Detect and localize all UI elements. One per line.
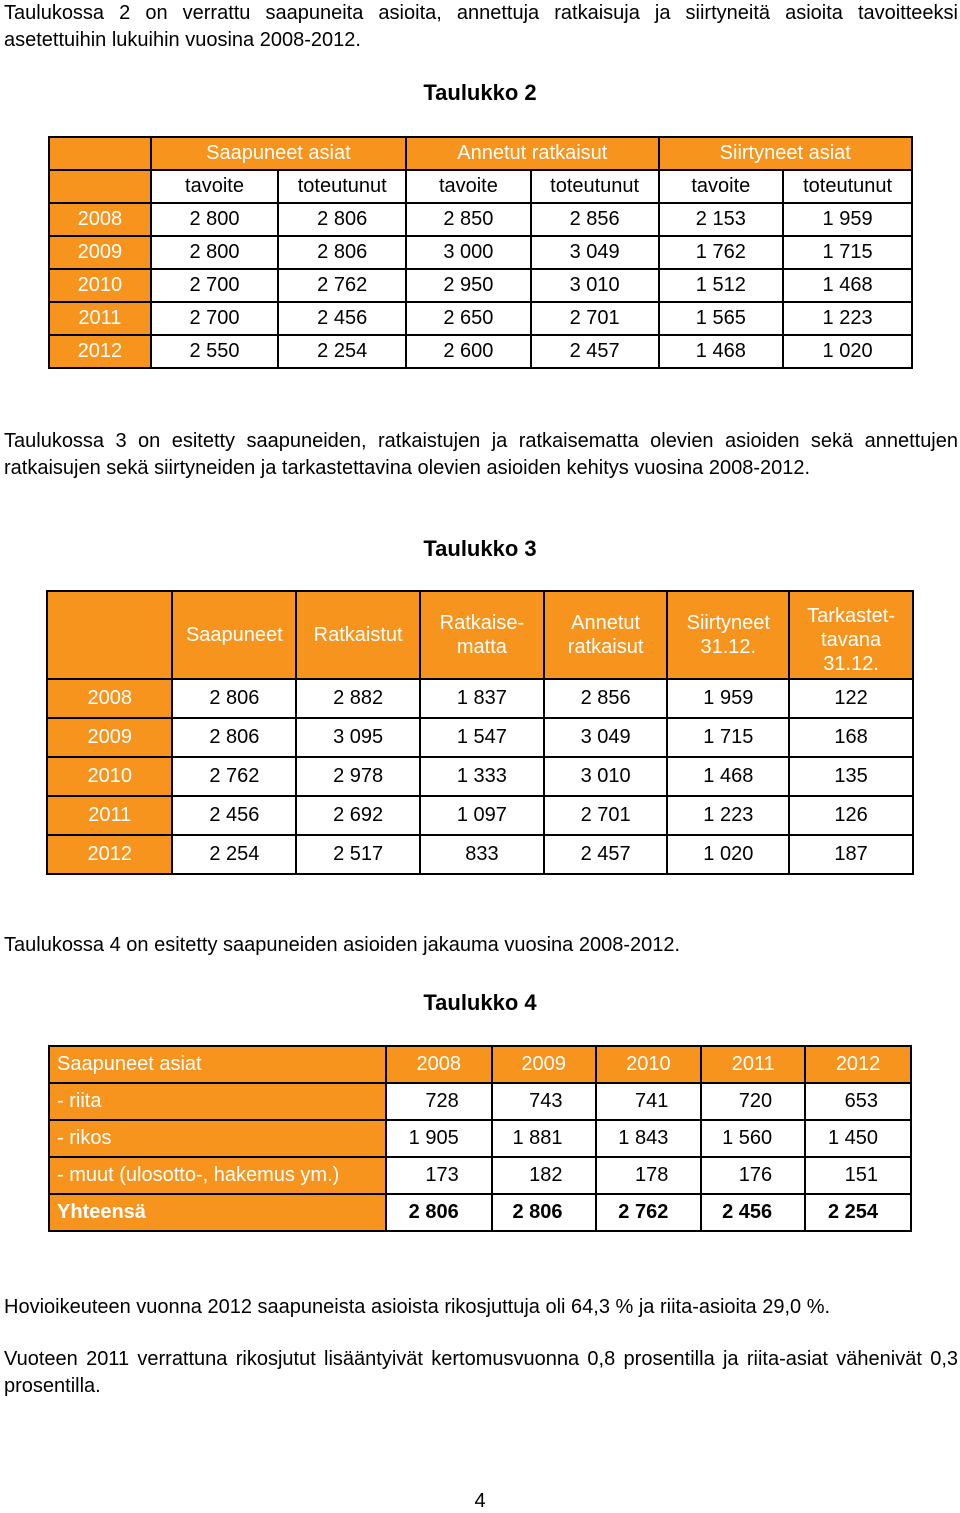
table-corner-cell	[49, 170, 151, 203]
value-cell: 2 806	[172, 718, 296, 757]
value-cell: 1 560	[701, 1120, 805, 1157]
value-cell: 1 959	[783, 203, 912, 236]
value-cell: 2 153	[659, 203, 784, 236]
table-2-title: Taulukko 2	[423, 80, 537, 105]
value-cell: 2 600	[406, 335, 531, 368]
total-label: Yhteensä	[49, 1194, 386, 1231]
total-cell: 2 806	[492, 1194, 596, 1231]
value-cell: 2 800	[151, 236, 279, 269]
value-cell: 2 850	[406, 203, 531, 236]
header-label-line: ratkaisut	[567, 636, 644, 658]
paragraph-change: Vuoteen 2011 verrattuna rikosjutut lisääntyivät kertomusvuonna 0,8 prosentilla ja riita-asiat vähenivät 0,3 prosentilla.	[4, 1348, 958, 1397]
intro-table-2: Taulukossa 2 on verrattu saapuneita asioita, annettuja ratkaisuja ja siirtyneitä asioita tavoitteeksi asetettuihin lukuihin vuosina 2008-2012.	[4, 2, 958, 51]
value-cell: 151	[805, 1157, 911, 1194]
value-cell: 1 450	[805, 1120, 911, 1157]
header-saapuneet	[172, 591, 296, 679]
value-cell: 1 097	[420, 796, 544, 835]
header-year: 2008	[386, 1046, 492, 1083]
value-cell: 2 806	[172, 679, 296, 718]
value-cell: 1 468	[659, 335, 784, 368]
value-cell: 2 254	[172, 835, 296, 874]
total-cell: 2 762	[596, 1194, 702, 1231]
value-cell: 2 806	[278, 236, 406, 269]
year-cell: 2008	[49, 203, 151, 236]
value-cell: 122	[789, 679, 913, 718]
value-cell: 1 959	[667, 679, 789, 718]
header-label-line: 31.12.	[700, 636, 757, 658]
header-siirtyneet	[667, 591, 789, 679]
header-label-line: Annetut	[571, 612, 641, 634]
value-cell: 833	[420, 835, 544, 874]
value-cell: 2 550	[151, 335, 279, 368]
row-label: - muut (ulosotto-, hakemus ym.)	[49, 1157, 386, 1194]
value-cell: 178	[596, 1157, 702, 1194]
intro-table-3: Taulukossa 3 on esitetty saapuneiden, ratkaistujen ja ratkaisematta olevien asioiden sekä annettujen ratkaisujen sekä siirtyneiden ja tarkastettavina olevien asioiden kehitys vuosina 2008-2012.	[4, 430, 958, 479]
value-cell: 126	[789, 796, 913, 835]
value-cell: 2 456	[172, 796, 296, 835]
value-cell: 2 700	[151, 302, 279, 335]
header-ratkaisematta	[420, 591, 544, 679]
value-cell: 2 762	[172, 757, 296, 796]
value-cell: 3 010	[544, 757, 668, 796]
year-cell: 2011	[49, 302, 151, 335]
table-row	[47, 796, 913, 835]
table-2	[48, 136, 913, 369]
value-cell: 2 254	[278, 335, 406, 368]
value-cell: 2 978	[296, 757, 420, 796]
value-cell: 1 333	[420, 757, 544, 796]
value-cell: 2 800	[151, 203, 279, 236]
table-row	[49, 1083, 911, 1120]
header-label-line: Ratkaise-	[439, 612, 525, 634]
header-year: 2010	[596, 1046, 702, 1083]
table-row	[47, 679, 913, 718]
value-cell: 3 010	[531, 269, 659, 302]
table-3-title: Taulukko 3	[423, 536, 537, 561]
total-cell: 2 456	[701, 1194, 805, 1231]
table-4	[48, 1045, 912, 1232]
value-cell: 168	[789, 718, 913, 757]
year-cell: 2008	[47, 679, 172, 718]
intro-table-4: Taulukossa 4 on esitetty saapuneiden asioiden jakauma vuosina 2008-2012.	[4, 934, 681, 956]
value-cell: 2 692	[296, 796, 420, 835]
value-cell: 2 457	[531, 335, 659, 368]
value-cell: 2 701	[531, 302, 659, 335]
year-cell: 2012	[49, 335, 151, 368]
value-cell: 2 650	[406, 302, 531, 335]
value-cell: 720	[701, 1083, 805, 1120]
group-header-annetut: Annetut ratkaisut	[406, 137, 658, 170]
table-row	[49, 1157, 911, 1194]
header-year: 2009	[492, 1046, 596, 1083]
table-row	[47, 757, 913, 796]
header-saapuneet-asiat: Saapuneet asiat	[49, 1046, 386, 1083]
header-label-line: Siirtyneet	[686, 612, 770, 634]
table-row	[49, 1120, 911, 1157]
subheader-cell: tavoite	[406, 170, 531, 203]
year-cell: 2011	[47, 796, 172, 835]
value-cell: 741	[596, 1083, 702, 1120]
value-cell: 1 223	[667, 796, 789, 835]
table-corner-cell	[47, 591, 172, 679]
value-cell: 1 223	[783, 302, 912, 335]
table-4-title: Taulukko 4	[423, 990, 537, 1015]
value-cell: 2 950	[406, 269, 531, 302]
subheader-cell: tavoite	[151, 170, 279, 203]
header-label-line: tavana	[821, 629, 882, 651]
table-row	[49, 335, 912, 368]
table-row	[49, 269, 912, 302]
total-cell: 2 806	[386, 1194, 492, 1231]
value-cell: 2 701	[544, 796, 668, 835]
year-cell: 2010	[47, 757, 172, 796]
value-cell: 1 837	[420, 679, 544, 718]
value-cell: 3 049	[531, 236, 659, 269]
value-cell: 2 856	[544, 679, 668, 718]
value-cell: 1 843	[596, 1120, 702, 1157]
year-cell: 2010	[49, 269, 151, 302]
value-cell: 1 715	[667, 718, 789, 757]
value-cell: 2 457	[544, 835, 668, 874]
value-cell: 176	[701, 1157, 805, 1194]
year-cell: 2009	[49, 236, 151, 269]
value-cell: 3 095	[296, 718, 420, 757]
header-year: 2011	[701, 1046, 805, 1083]
table-header-row	[49, 1046, 911, 1083]
header-tarkastettavana	[789, 591, 913, 679]
group-header-saapuneet: Saapuneet asiat	[151, 137, 406, 170]
subheader-cell: toteutunut	[278, 170, 406, 203]
table-row	[49, 236, 912, 269]
value-cell: 1 565	[659, 302, 784, 335]
value-cell: 2 762	[278, 269, 406, 302]
value-cell: 2 806	[278, 203, 406, 236]
header-annetut	[544, 591, 668, 679]
value-cell: 1 762	[659, 236, 784, 269]
header-label: Saapuneet	[185, 624, 283, 646]
value-cell: 1 547	[420, 718, 544, 757]
year-cell: 2009	[47, 718, 172, 757]
value-cell: 1 020	[667, 835, 789, 874]
group-header-siirtyneet: Siirtyneet asiat	[659, 137, 912, 170]
header-label-line: 31.12.	[823, 653, 879, 675]
value-cell: 1 881	[492, 1120, 596, 1157]
total-cell: 2 254	[805, 1194, 911, 1231]
value-cell: 2 700	[151, 269, 279, 302]
value-cell: 187	[789, 835, 913, 874]
table-3	[46, 590, 914, 875]
table-row	[49, 203, 912, 236]
table-header-row	[49, 137, 912, 170]
value-cell: 728	[386, 1083, 492, 1120]
subheader-cell: toteutunut	[783, 170, 912, 203]
subheader-cell: toteutunut	[531, 170, 659, 203]
value-cell: 1 905	[386, 1120, 492, 1157]
header-label-line: matta	[456, 636, 507, 658]
table-header-row	[47, 591, 913, 679]
table-row	[49, 302, 912, 335]
value-cell: 173	[386, 1157, 492, 1194]
page-number: 4	[474, 1490, 486, 1512]
table-row	[47, 718, 913, 757]
value-cell: 653	[805, 1083, 911, 1120]
value-cell: 2 456	[278, 302, 406, 335]
header-year: 2012	[805, 1046, 911, 1083]
value-cell: 1 512	[659, 269, 784, 302]
table-subheader-row	[49, 170, 912, 203]
value-cell: 182	[492, 1157, 596, 1194]
value-cell: 1 468	[667, 757, 789, 796]
value-cell: 3 000	[406, 236, 531, 269]
year-cell: 2012	[47, 835, 172, 874]
value-cell: 1 020	[783, 335, 912, 368]
value-cell: 3 049	[544, 718, 668, 757]
row-label: - rikos	[49, 1120, 386, 1157]
paragraph-share: Hovioikeuteen vuonna 2012 saapuneista asioista rikosjuttuja oli 64,3 % ja riita-asioita 29,0 %.	[4, 1296, 831, 1318]
value-cell: 135	[789, 757, 913, 796]
value-cell: 1 468	[783, 269, 912, 302]
table-total-row	[49, 1194, 911, 1231]
value-cell: 2 856	[531, 203, 659, 236]
value-cell: 1 715	[783, 236, 912, 269]
value-cell: 2 517	[296, 835, 420, 874]
header-ratkaistut	[296, 591, 420, 679]
header-label-line: Tarkastet-	[807, 605, 895, 627]
subheader-cell: tavoite	[659, 170, 784, 203]
value-cell: 743	[492, 1083, 596, 1120]
table-row	[47, 835, 913, 874]
table-corner-cell	[49, 137, 151, 170]
row-label: - riita	[49, 1083, 386, 1120]
value-cell: 2 882	[296, 679, 420, 718]
header-label: Ratkaistut	[313, 624, 403, 646]
